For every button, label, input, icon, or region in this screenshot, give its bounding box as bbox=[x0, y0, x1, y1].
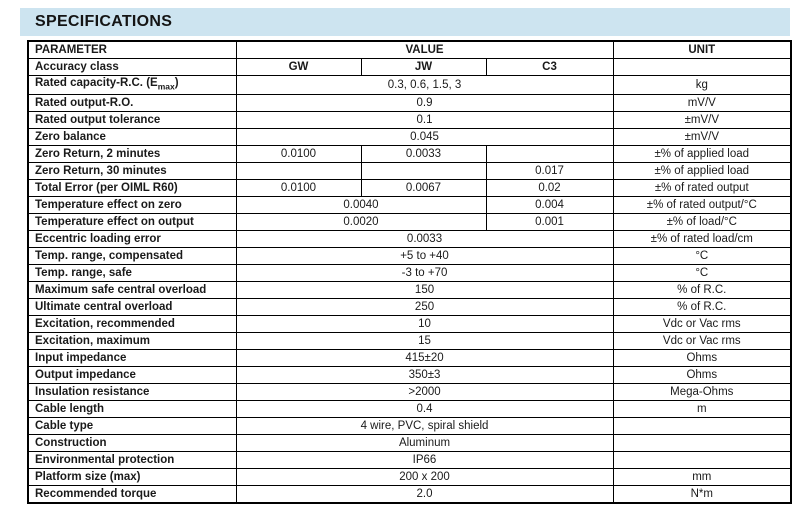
parameter-cell: Cable length bbox=[28, 401, 236, 418]
value-cell: IP66 bbox=[236, 452, 613, 469]
table-row bbox=[28, 231, 791, 248]
table-header-row bbox=[28, 41, 791, 59]
parameter-cell: Input impedance bbox=[28, 350, 236, 367]
table-row bbox=[28, 333, 791, 350]
parameter-cell: Rated output-R.O. bbox=[28, 95, 236, 112]
value-cell: Aluminum bbox=[236, 435, 613, 452]
column-header-value: VALUE bbox=[236, 41, 613, 59]
table-row bbox=[28, 214, 791, 231]
parameter-cell: Zero Return, 30 minutes bbox=[28, 163, 236, 180]
value-cell: 2.0 bbox=[236, 486, 613, 504]
unit-cell: °C bbox=[613, 248, 791, 265]
value-cell: C3 bbox=[486, 59, 613, 76]
value-cell: 0.0067 bbox=[361, 180, 486, 197]
unit-cell: ±% of applied load bbox=[613, 163, 791, 180]
value-cell: JW bbox=[361, 59, 486, 76]
value-cell: 0.017 bbox=[486, 163, 613, 180]
unit-cell: ±mV/V bbox=[613, 112, 791, 129]
parameter-cell: Platform size (max) bbox=[28, 469, 236, 486]
value-cell: 4 wire, PVC, spiral shield bbox=[236, 418, 613, 435]
value-cell bbox=[236, 163, 361, 180]
table-row bbox=[28, 350, 791, 367]
value-cell: 0.0020 bbox=[236, 214, 486, 231]
table-row bbox=[28, 59, 791, 76]
parameter-cell: Excitation, recommended bbox=[28, 316, 236, 333]
parameter-cell: Zero balance bbox=[28, 129, 236, 146]
parameter-cell: Eccentric loading error bbox=[28, 231, 236, 248]
value-cell: 0.3, 0.6, 1.5, 3 bbox=[236, 76, 613, 95]
value-cell: >2000 bbox=[236, 384, 613, 401]
value-cell: 0.4 bbox=[236, 401, 613, 418]
table-row bbox=[28, 180, 791, 197]
table-row bbox=[28, 299, 791, 316]
parameter-cell: Total Error (per OIML R60) bbox=[28, 180, 236, 197]
parameter-cell: Zero Return, 2 minutes bbox=[28, 146, 236, 163]
unit-cell: % of R.C. bbox=[613, 282, 791, 299]
unit-cell: ±% of load/°C bbox=[613, 214, 791, 231]
value-cell: 0.0033 bbox=[236, 231, 613, 248]
table-row bbox=[28, 435, 791, 452]
value-cell: GW bbox=[236, 59, 361, 76]
value-cell bbox=[486, 146, 613, 163]
table-row bbox=[28, 486, 791, 504]
value-cell: 0.0100 bbox=[236, 146, 361, 163]
value-cell: 350±3 bbox=[236, 367, 613, 384]
value-cell: 15 bbox=[236, 333, 613, 350]
value-cell: +5 to +40 bbox=[236, 248, 613, 265]
unit-cell: mm bbox=[613, 469, 791, 486]
table-row bbox=[28, 76, 791, 95]
value-cell: 0.1 bbox=[236, 112, 613, 129]
parameter-cell: Excitation, maximum bbox=[28, 333, 236, 350]
table-row bbox=[28, 401, 791, 418]
value-cell: 0.9 bbox=[236, 95, 613, 112]
unit-cell: °C bbox=[613, 265, 791, 282]
unit-cell: ±% of applied load bbox=[613, 146, 791, 163]
parameter-cell: Insulation resistance bbox=[28, 384, 236, 401]
table-row bbox=[28, 367, 791, 384]
unit-cell: ±% of rated output bbox=[613, 180, 791, 197]
unit-cell bbox=[613, 435, 791, 452]
unit-cell: kg bbox=[613, 76, 791, 95]
unit-cell: N*m bbox=[613, 486, 791, 504]
unit-cell: ±% of rated load/cm bbox=[613, 231, 791, 248]
value-cell: 0.0033 bbox=[361, 146, 486, 163]
table-row bbox=[28, 146, 791, 163]
value-cell: 0.045 bbox=[236, 129, 613, 146]
value-cell: 200 x 200 bbox=[236, 469, 613, 486]
unit-cell: mV/V bbox=[613, 95, 791, 112]
unit-cell: Vdc or Vac rms bbox=[613, 333, 791, 350]
parameter-cell: Temp. range, safe bbox=[28, 265, 236, 282]
parameter-cell: Cable type bbox=[28, 418, 236, 435]
value-cell: 0.001 bbox=[486, 214, 613, 231]
table-row bbox=[28, 248, 791, 265]
table-row bbox=[28, 129, 791, 146]
value-cell: 150 bbox=[236, 282, 613, 299]
value-cell: 250 bbox=[236, 299, 613, 316]
unit-cell: ±mV/V bbox=[613, 129, 791, 146]
parameter-cell: Output impedance bbox=[28, 367, 236, 384]
value-cell: 0.0040 bbox=[236, 197, 486, 214]
value-cell: 10 bbox=[236, 316, 613, 333]
column-header-parameter: PARAMETER bbox=[28, 41, 236, 59]
value-cell: 0.0100 bbox=[236, 180, 361, 197]
table-row bbox=[28, 265, 791, 282]
unit-cell bbox=[613, 59, 791, 76]
section-title: SPECIFICATIONS bbox=[35, 13, 173, 30]
value-cell: 0.02 bbox=[486, 180, 613, 197]
unit-cell bbox=[613, 452, 791, 469]
unit-cell: Vdc or Vac rms bbox=[613, 316, 791, 333]
parameter-cell: Temp. range, compensated bbox=[28, 248, 236, 265]
table-row bbox=[28, 282, 791, 299]
unit-cell: Ohms bbox=[613, 350, 791, 367]
table-row bbox=[28, 316, 791, 333]
table-body bbox=[28, 59, 791, 504]
table-row bbox=[28, 197, 791, 214]
value-cell: 415±20 bbox=[236, 350, 613, 367]
unit-cell: m bbox=[613, 401, 791, 418]
parameter-cell: Maximum safe central overload bbox=[28, 282, 236, 299]
unit-cell: Ohms bbox=[613, 367, 791, 384]
column-header-unit: UNIT bbox=[613, 41, 791, 59]
parameter-cell: Construction bbox=[28, 435, 236, 452]
table-row bbox=[28, 163, 791, 180]
unit-cell: % of R.C. bbox=[613, 299, 791, 316]
value-cell: -3 to +70 bbox=[236, 265, 613, 282]
parameter-cell: Recommended torque bbox=[28, 486, 236, 504]
parameter-cell: Temperature effect on zero bbox=[28, 197, 236, 214]
parameter-cell: Rated capacity-R.C. $(E_{max})$ bbox=[28, 76, 236, 95]
section-header bbox=[20, 8, 790, 36]
table-row bbox=[28, 452, 791, 469]
table-row bbox=[28, 384, 791, 401]
table-row bbox=[28, 418, 791, 435]
parameter-cell: Environmental protection bbox=[28, 452, 236, 469]
parameter-cell: Rated output tolerance bbox=[28, 112, 236, 129]
value-cell: 0.004 bbox=[486, 197, 613, 214]
parameter-cell: Ultimate central overload bbox=[28, 299, 236, 316]
parameter-cell: Temperature effect on output bbox=[28, 214, 236, 231]
specifications-table bbox=[27, 40, 792, 504]
table-row bbox=[28, 112, 791, 129]
value-cell bbox=[361, 163, 486, 180]
table-row bbox=[28, 469, 791, 486]
unit-cell: ±% of rated output/°C bbox=[613, 197, 791, 214]
table-row bbox=[28, 95, 791, 112]
parameter-cell: Accuracy class bbox=[28, 59, 236, 76]
unit-cell bbox=[613, 418, 791, 435]
unit-cell: Mega-Ohms bbox=[613, 384, 791, 401]
